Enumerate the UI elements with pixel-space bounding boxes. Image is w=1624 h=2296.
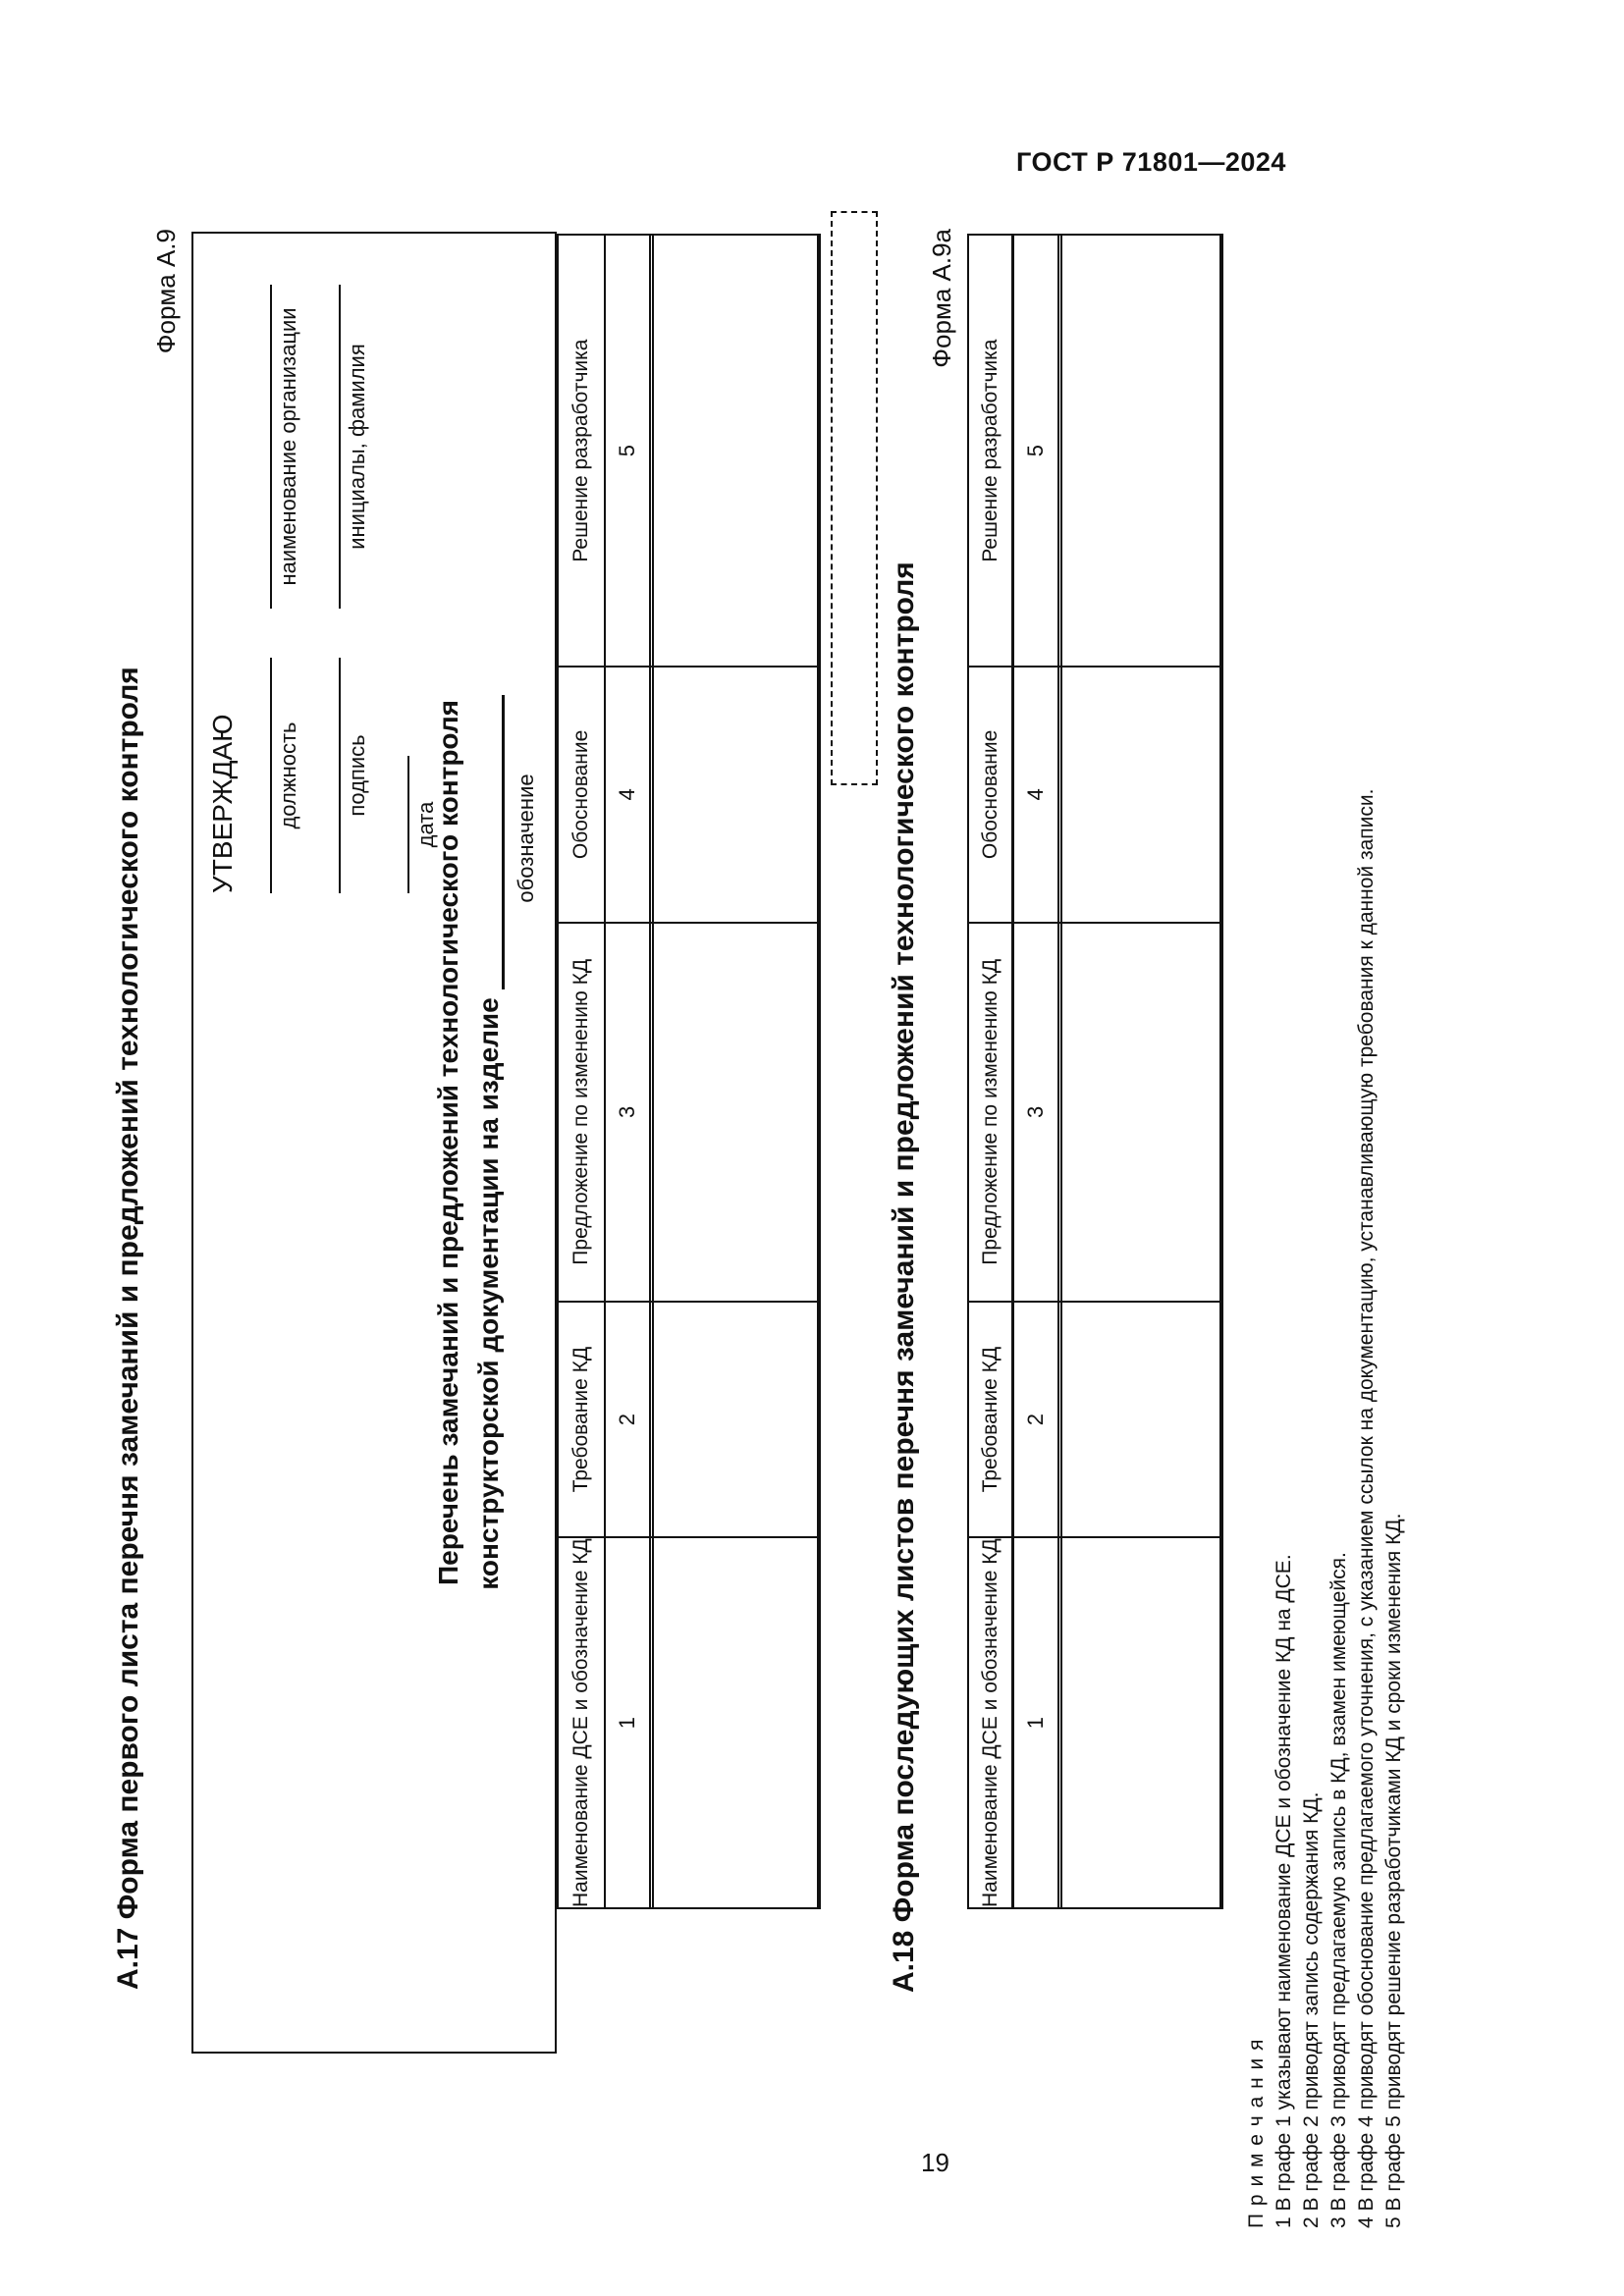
form-a9-table — [557, 234, 821, 1909]
page-number: 19 — [921, 2148, 949, 2177]
empty-cell — [654, 667, 817, 921]
column-number: 5 — [1014, 236, 1062, 666]
approve-word: УТВЕРЖДАЮ — [207, 714, 238, 893]
table-column — [969, 1536, 1219, 1907]
designation-label: обозначение — [514, 774, 538, 903]
signature-label: подпись — [345, 734, 369, 817]
note-item: 2 В графе 2 приводят запись содержания КД. — [1300, 1791, 1323, 2228]
empty-cell — [654, 924, 817, 1301]
initials-label: инициалы, фамилия — [345, 344, 369, 550]
column-number: 1 — [606, 1538, 654, 1907]
column-number: 2 — [1014, 1303, 1062, 1536]
column-header: Наименование ДСЕ и обозначение КД — [559, 1538, 606, 1907]
column-number: 5 — [606, 236, 654, 666]
column-number: 4 — [1014, 667, 1062, 921]
empty-cell — [654, 236, 817, 666]
column-number: 1 — [1014, 1538, 1062, 1907]
table-column — [559, 666, 817, 921]
column-header: Предложение по изменению КД — [969, 924, 1014, 1301]
table-column — [559, 1536, 817, 1907]
organization-underline — [270, 285, 272, 609]
empty-cell — [1062, 924, 1219, 1301]
form-a9a-table — [967, 234, 1223, 1909]
note-item: 3 В графе 3 приводят предлагаемую запись в КД, взамен имеющейся. — [1327, 1552, 1350, 2228]
table-column — [559, 922, 817, 1301]
section-heading-a18: А.18 Форма последующих листов перечня замечаний и предложений технологического контроля — [888, 561, 920, 1993]
table-column — [969, 1301, 1219, 1536]
empty-cell — [1062, 236, 1219, 666]
column-header: Обоснование — [969, 667, 1014, 921]
table-column — [969, 922, 1219, 1301]
date-label: дата — [413, 801, 438, 848]
column-header: Решение разработчика — [969, 236, 1014, 666]
product-designation-underline — [472, 695, 505, 989]
position-label: должность — [276, 721, 300, 829]
signature-underline — [339, 658, 341, 893]
table-column — [969, 236, 1219, 666]
form-title-line1: Перечень замечаний и предложений технологического контроля — [433, 700, 463, 1585]
note-item: 4 В графе 4 приводят обоснование предлагаемого уточнения, с указанием ссылок на документацию, устанавливающую требования к данной записи. — [1355, 788, 1378, 2228]
column-header: Требование КД — [559, 1303, 606, 1536]
date-underline — [407, 756, 409, 893]
notes-heading: П р и м е ч а н и я — [1245, 2038, 1268, 2228]
empty-cell — [1062, 1303, 1219, 1536]
empty-cell — [654, 1538, 817, 1907]
column-number: 3 — [606, 924, 654, 1301]
initials-underline — [339, 285, 341, 609]
column-header: Наименование ДСЕ и обозначение КД — [969, 1538, 1014, 1907]
notes-block — [1243, 788, 1408, 2228]
column-number: 4 — [606, 667, 654, 921]
form-a9a-rotated-canvas — [884, 157, 1434, 2268]
column-header: Требование КД — [969, 1303, 1014, 1536]
column-header: Решение разработчика — [559, 236, 606, 666]
table-column — [559, 236, 817, 666]
table-column — [559, 1301, 817, 1536]
position-underline — [270, 658, 272, 893]
form-a9-label: Форма А.9 — [151, 229, 181, 354]
section-heading-a17: А.17 Форма первого листа перечня замечаний и предложений технологического контроля — [112, 667, 144, 1990]
stamp-placeholder-dashed-box — [831, 211, 878, 785]
form-title-line2 — [472, 234, 505, 2052]
column-header: Обоснование — [559, 667, 606, 921]
form-a9-rotated-canvas — [108, 157, 893, 2054]
form-a9a-label: Форма А.9а — [927, 229, 956, 368]
empty-cell — [654, 1303, 817, 1536]
organization-label: наименование организации — [276, 307, 300, 586]
column-number: 3 — [1014, 924, 1062, 1301]
column-number: 2 — [606, 1303, 654, 1536]
form-title-line2-text: конструкторской документации на изделие — [473, 997, 504, 1590]
empty-cell — [1062, 1538, 1219, 1907]
note-item: 1 В графе 1 указывают наименование ДСЕ и обозначение КД на ДСЕ. — [1272, 1554, 1295, 2228]
note-item: 5 В графе 5 приводят решение разработчиками КД и сроки изменения КД. — [1382, 1513, 1405, 2228]
standard-number-header: ГОСТ Р 71801—2024 — [1016, 147, 1286, 177]
form-a9-header-box — [191, 232, 557, 2054]
table-column — [969, 666, 1219, 921]
column-header: Предложение по изменению КД — [559, 924, 606, 1301]
empty-cell — [1062, 667, 1219, 921]
